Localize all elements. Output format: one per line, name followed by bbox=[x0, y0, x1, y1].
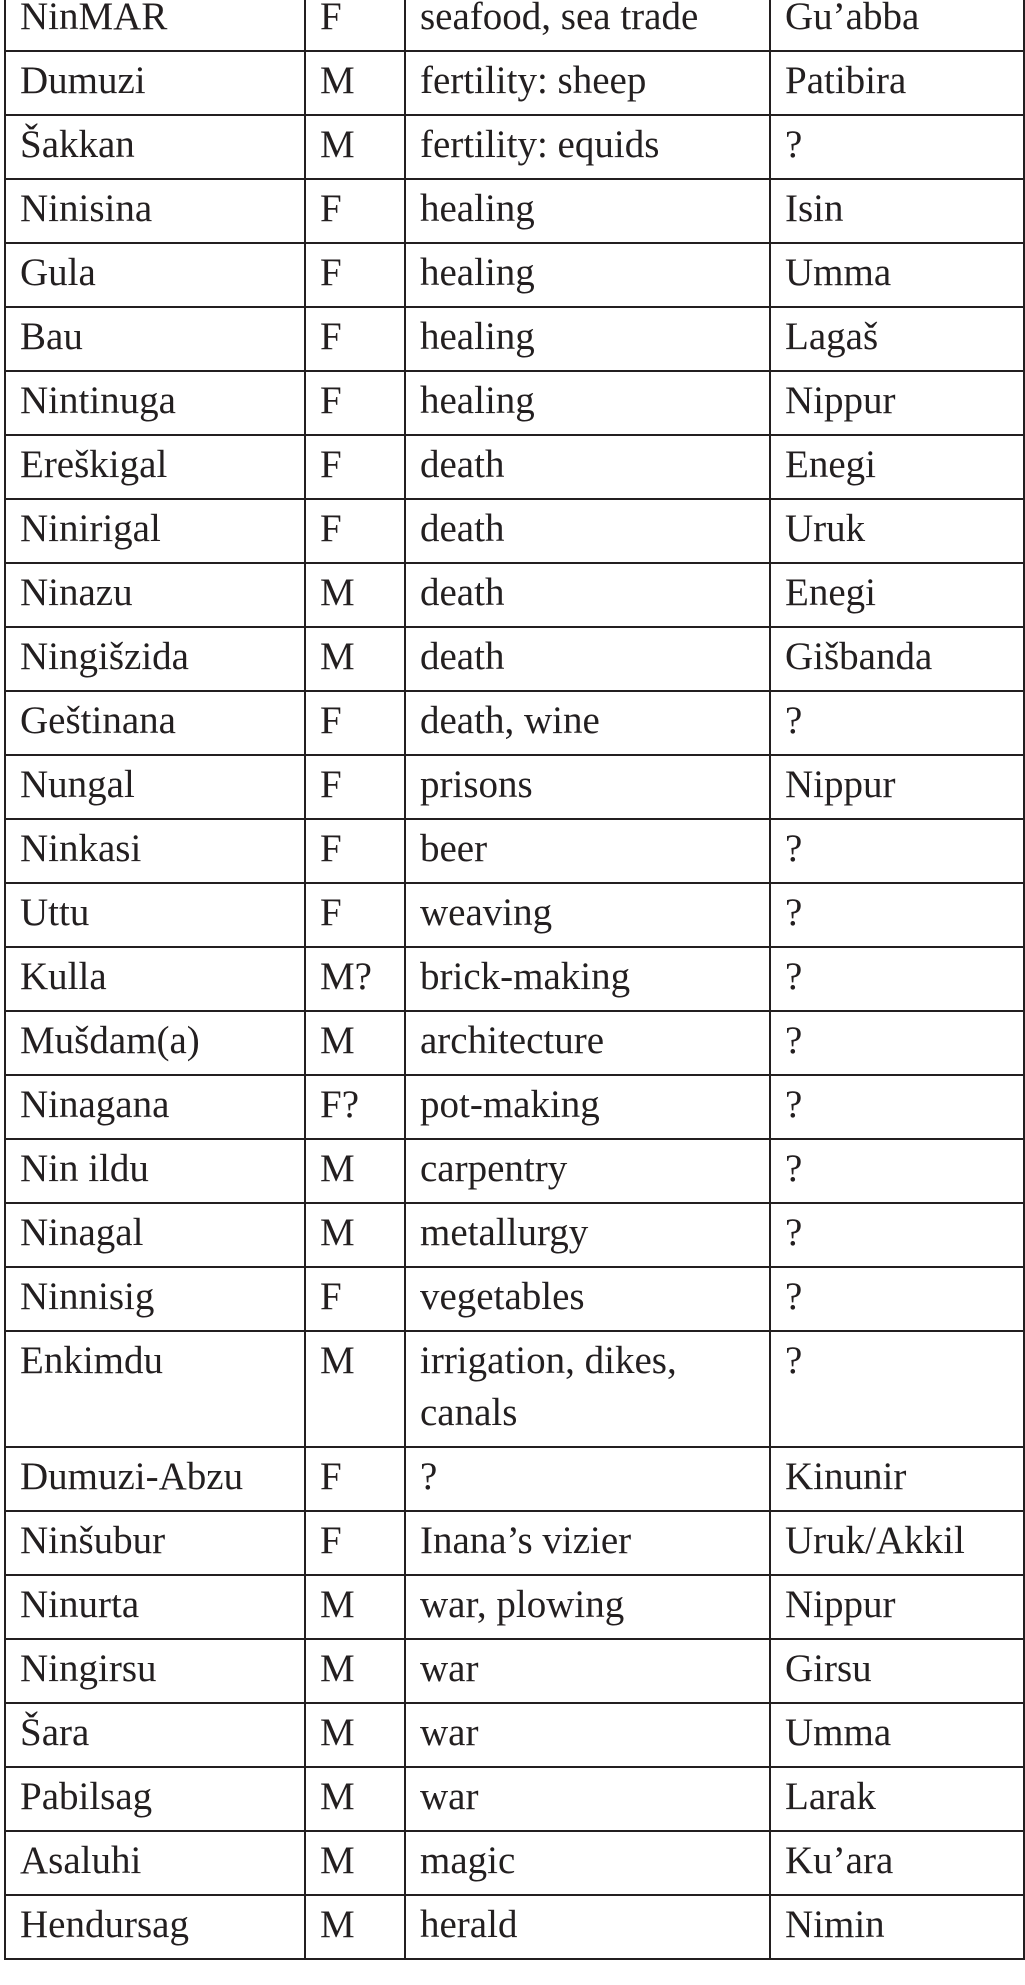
domain-cell: herald bbox=[405, 1895, 770, 1959]
city-cell: Enegi bbox=[770, 563, 1024, 627]
city-cell: Gišbanda bbox=[770, 627, 1024, 691]
table-row bbox=[5, 499, 1024, 563]
deity-name-cell: Nungal bbox=[5, 755, 305, 819]
city-cell: Larak bbox=[770, 1767, 1024, 1831]
domain-cell: healing bbox=[405, 371, 770, 435]
deity-name-cell: Pabilsag bbox=[5, 1767, 305, 1831]
deity-table-body bbox=[5, 0, 1024, 1959]
deity-name-cell: Ningišzida bbox=[5, 627, 305, 691]
table-row bbox=[5, 1447, 1024, 1511]
domain-cell: brick-making bbox=[405, 947, 770, 1011]
city-cell: Girsu bbox=[770, 1639, 1024, 1703]
domain-cell: death bbox=[405, 627, 770, 691]
deity-name-cell: Gula bbox=[5, 243, 305, 307]
sex-cell: M bbox=[305, 51, 405, 115]
domain-cell: fertility: equids bbox=[405, 115, 770, 179]
domain-cell: architecture bbox=[405, 1011, 770, 1075]
sex-cell: F bbox=[305, 243, 405, 307]
table-row bbox=[5, 1895, 1024, 1959]
deity-name-cell: Šara bbox=[5, 1703, 305, 1767]
domain-cell: Inana’s vizier bbox=[405, 1511, 770, 1575]
city-cell: Enegi bbox=[770, 435, 1024, 499]
city-cell: Gu’abba bbox=[770, 0, 1024, 51]
deity-name-cell: Ninagana bbox=[5, 1075, 305, 1139]
domain-cell: death bbox=[405, 499, 770, 563]
table-row bbox=[5, 755, 1024, 819]
table-row bbox=[5, 1203, 1024, 1267]
domain-cell: healing bbox=[405, 243, 770, 307]
domain-cell: seafood, sea trade bbox=[405, 0, 770, 51]
sex-cell: M bbox=[305, 1575, 405, 1639]
city-cell: Isin bbox=[770, 179, 1024, 243]
deity-name-cell: Uttu bbox=[5, 883, 305, 947]
deity-name-cell: Ninkasi bbox=[5, 819, 305, 883]
sex-cell: M bbox=[305, 1331, 405, 1447]
city-cell: Kinunir bbox=[770, 1447, 1024, 1511]
city-cell: ? bbox=[770, 819, 1024, 883]
deity-name-cell: Ninirigal bbox=[5, 499, 305, 563]
deity-name-cell: Nin ildu bbox=[5, 1139, 305, 1203]
domain-cell: metallurgy bbox=[405, 1203, 770, 1267]
domain-cell: death bbox=[405, 563, 770, 627]
city-cell: ? bbox=[770, 883, 1024, 947]
city-cell: Nimin bbox=[770, 1895, 1024, 1959]
sex-cell: F bbox=[305, 755, 405, 819]
table-row bbox=[5, 1703, 1024, 1767]
table-row bbox=[5, 691, 1024, 755]
sex-cell: F bbox=[305, 1267, 405, 1331]
domain-cell: healing bbox=[405, 179, 770, 243]
sex-cell: M bbox=[305, 1831, 405, 1895]
domain-cell: healing bbox=[405, 307, 770, 371]
domain-cell: beer bbox=[405, 819, 770, 883]
deity-name-cell: Ninurta bbox=[5, 1575, 305, 1639]
sex-cell: M? bbox=[305, 947, 405, 1011]
deity-name-cell: Ningirsu bbox=[5, 1639, 305, 1703]
table-row bbox=[5, 51, 1024, 115]
deity-name-cell: Enkimdu bbox=[5, 1331, 305, 1447]
sex-cell: F bbox=[305, 435, 405, 499]
deity-name-cell: Ninšubur bbox=[5, 1511, 305, 1575]
sex-cell: F bbox=[305, 819, 405, 883]
table-row bbox=[5, 883, 1024, 947]
domain-cell: weaving bbox=[405, 883, 770, 947]
deity-name-cell: Asaluhi bbox=[5, 1831, 305, 1895]
city-cell: ? bbox=[770, 691, 1024, 755]
city-cell: Nippur bbox=[770, 755, 1024, 819]
deity-name-cell: Geštinana bbox=[5, 691, 305, 755]
domain-cell: pot-making bbox=[405, 1075, 770, 1139]
table-row bbox=[5, 371, 1024, 435]
deity-name-cell: Ereškigal bbox=[5, 435, 305, 499]
sex-cell: M bbox=[305, 1139, 405, 1203]
sex-cell: M bbox=[305, 1767, 405, 1831]
city-cell: ? bbox=[770, 1203, 1024, 1267]
city-cell: ? bbox=[770, 947, 1024, 1011]
sex-cell: F? bbox=[305, 1075, 405, 1139]
table-row bbox=[5, 0, 1024, 51]
domain-cell: magic bbox=[405, 1831, 770, 1895]
sex-cell: F bbox=[305, 1447, 405, 1511]
city-cell: ? bbox=[770, 1075, 1024, 1139]
table-row bbox=[5, 1331, 1024, 1447]
city-cell: Nippur bbox=[770, 371, 1024, 435]
city-cell: Uruk/Akkil bbox=[770, 1511, 1024, 1575]
sex-cell: M bbox=[305, 627, 405, 691]
deity-name-cell: Nintinuga bbox=[5, 371, 305, 435]
city-cell: ? bbox=[770, 1331, 1024, 1447]
city-cell: ? bbox=[770, 1267, 1024, 1331]
deity-name-cell: Bau bbox=[5, 307, 305, 371]
deity-name-cell: Kulla bbox=[5, 947, 305, 1011]
city-cell: Uruk bbox=[770, 499, 1024, 563]
deity-name-cell: Ninnisig bbox=[5, 1267, 305, 1331]
domain-cell: war bbox=[405, 1703, 770, 1767]
city-cell: Ku’ara bbox=[770, 1831, 1024, 1895]
domain-cell: irrigation, dikes, canals bbox=[405, 1331, 770, 1447]
table-row bbox=[5, 1639, 1024, 1703]
deity-name-cell: Dumuzi bbox=[5, 51, 305, 115]
city-cell: Patibira bbox=[770, 51, 1024, 115]
city-cell: Umma bbox=[770, 243, 1024, 307]
deity-name-cell: Mušdam(a) bbox=[5, 1011, 305, 1075]
table-row bbox=[5, 1831, 1024, 1895]
table-row bbox=[5, 307, 1024, 371]
deity-name-cell: Hendursag bbox=[5, 1895, 305, 1959]
domain-cell: war bbox=[405, 1767, 770, 1831]
table-row bbox=[5, 435, 1024, 499]
deity-name-cell: Šakkan bbox=[5, 115, 305, 179]
sex-cell: M bbox=[305, 1203, 405, 1267]
domain-cell: war bbox=[405, 1639, 770, 1703]
domain-cell: ? bbox=[405, 1447, 770, 1511]
city-cell: ? bbox=[770, 1139, 1024, 1203]
sex-cell: M bbox=[305, 1639, 405, 1703]
sex-cell: F bbox=[305, 1511, 405, 1575]
sex-cell: M bbox=[305, 563, 405, 627]
table-row bbox=[5, 115, 1024, 179]
city-cell: Nippur bbox=[770, 1575, 1024, 1639]
table-row bbox=[5, 1767, 1024, 1831]
sex-cell: F bbox=[305, 179, 405, 243]
table-row bbox=[5, 1075, 1024, 1139]
table-row bbox=[5, 1267, 1024, 1331]
sex-cell: F bbox=[305, 371, 405, 435]
domain-cell: vegetables bbox=[405, 1267, 770, 1331]
table-row bbox=[5, 1511, 1024, 1575]
deity-table bbox=[4, 0, 1025, 1960]
city-cell: ? bbox=[770, 115, 1024, 179]
domain-cell: death, wine bbox=[405, 691, 770, 755]
table-row bbox=[5, 563, 1024, 627]
sex-cell: M bbox=[305, 1703, 405, 1767]
table-row bbox=[5, 1575, 1024, 1639]
sex-cell: F bbox=[305, 691, 405, 755]
table-row bbox=[5, 1011, 1024, 1075]
sex-cell: F bbox=[305, 499, 405, 563]
city-cell: Umma bbox=[770, 1703, 1024, 1767]
table-row bbox=[5, 627, 1024, 691]
sex-cell: M bbox=[305, 1011, 405, 1075]
domain-cell: fertility: sheep bbox=[405, 51, 770, 115]
table-row bbox=[5, 1139, 1024, 1203]
domain-cell: war, plowing bbox=[405, 1575, 770, 1639]
deity-name-cell: Dumuzi-Abzu bbox=[5, 1447, 305, 1511]
city-cell: Lagaš bbox=[770, 307, 1024, 371]
sex-cell: F bbox=[305, 0, 405, 51]
sex-cell: F bbox=[305, 307, 405, 371]
sex-cell: M bbox=[305, 115, 405, 179]
table-row bbox=[5, 819, 1024, 883]
deity-name-cell: Ninagal bbox=[5, 1203, 305, 1267]
deity-name-cell: NinMAR bbox=[5, 0, 305, 51]
city-cell: ? bbox=[770, 1011, 1024, 1075]
deity-name-cell: Ninisina bbox=[5, 179, 305, 243]
domain-cell: carpentry bbox=[405, 1139, 770, 1203]
domain-cell: prisons bbox=[405, 755, 770, 819]
table-row bbox=[5, 243, 1024, 307]
sex-cell: M bbox=[305, 1895, 405, 1959]
table-row bbox=[5, 179, 1024, 243]
table-row bbox=[5, 947, 1024, 1011]
domain-cell: death bbox=[405, 435, 770, 499]
sex-cell: F bbox=[305, 883, 405, 947]
deity-name-cell: Ninazu bbox=[5, 563, 305, 627]
